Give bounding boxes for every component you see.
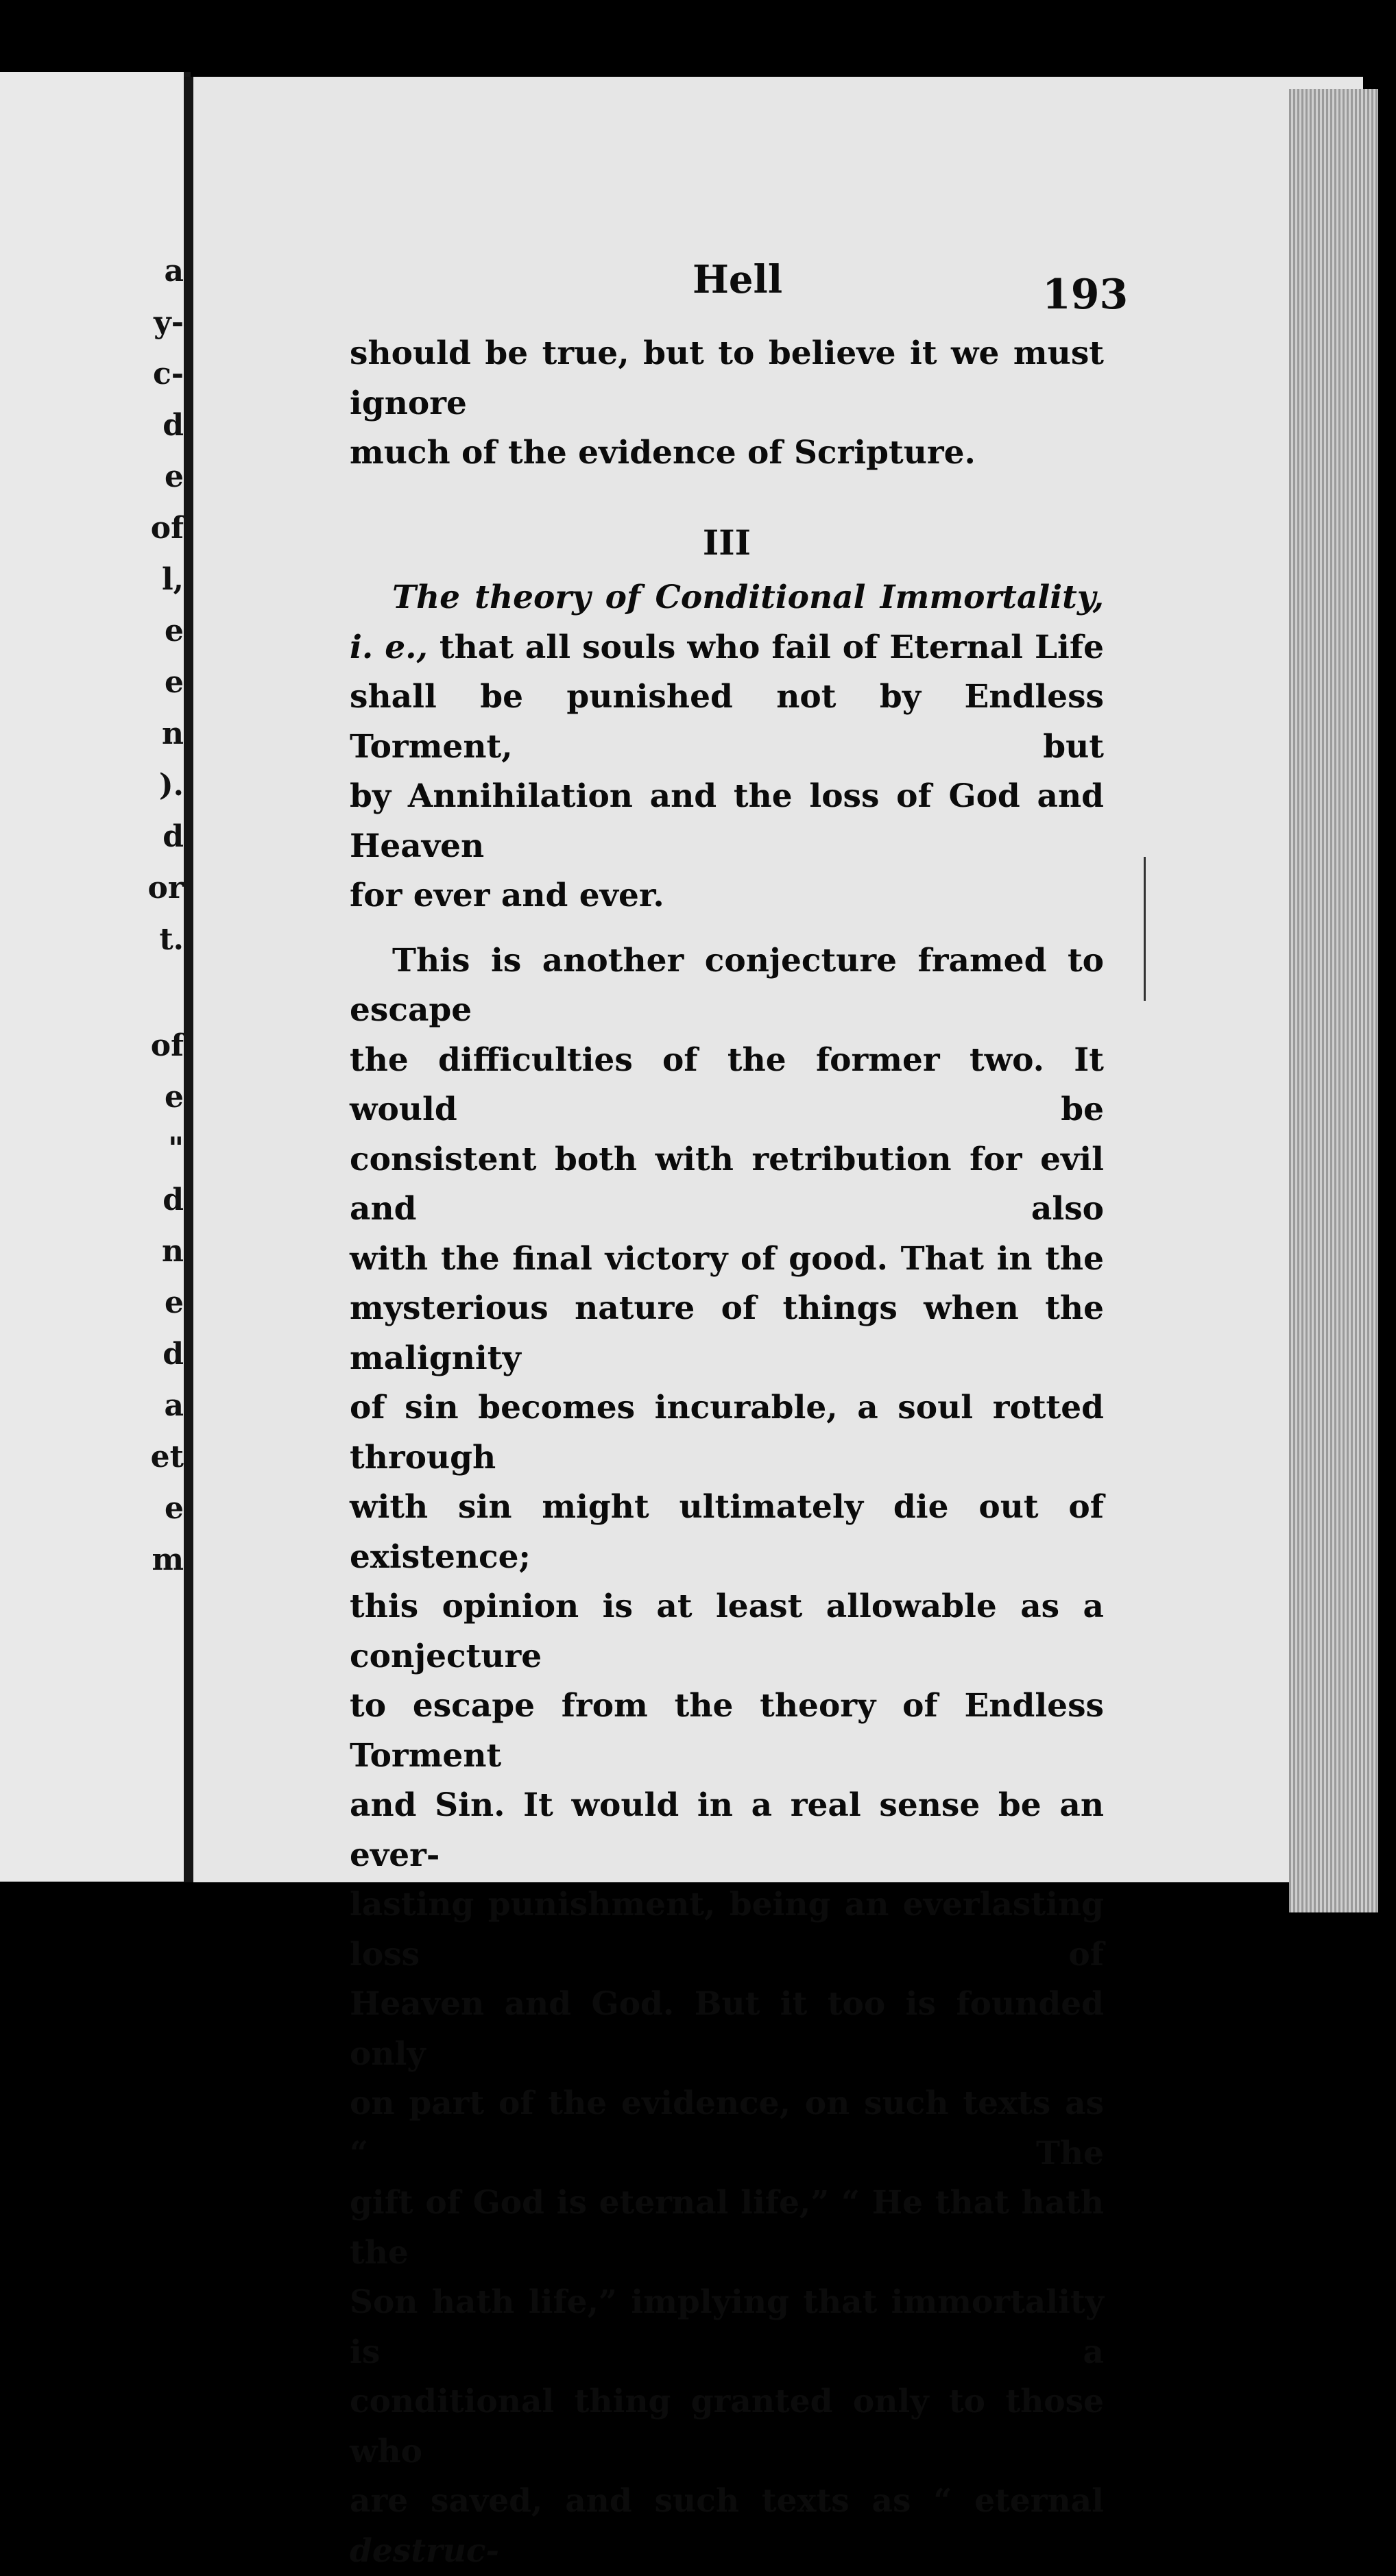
heading-line	[350, 573, 1104, 623]
left-page-fragment: "	[168, 1131, 184, 1166]
left-page-fragment: e	[165, 459, 184, 494]
left-page-fragment: or	[147, 871, 184, 906]
body-line: to escape from the theory of Endless Torment	[350, 1687, 1104, 1775]
carryover-line: much of the evidence of Scripture.	[350, 434, 976, 472]
body-line: the difficulties of the former two. It would be	[350, 1041, 1104, 1128]
left-page-fragment: e	[165, 665, 184, 700]
body-line: lasting punishment, being an everlasting loss of	[350, 1886, 1104, 1973]
left-page-fragment: ).	[158, 768, 184, 803]
section-number: III	[702, 522, 751, 563]
left-page-fragment: a	[164, 1388, 184, 1423]
body-line: and Sin. It would in a real sense be an ever-	[350, 1786, 1104, 1874]
left-page-fragment: t.	[159, 922, 184, 957]
heading-line: by Annihilation and the loss of God and Heaven	[350, 777, 1104, 865]
body-line: This is another conjecture framed to escape	[350, 941, 1104, 1029]
margin-mark	[1144, 857, 1146, 1001]
body-line: Son hath life,” implying that immortality is a	[350, 2283, 1104, 2371]
left-page-fragment: of	[150, 511, 184, 546]
body-line: on part of the evidence, on such texts as “ The	[350, 2085, 1104, 2172]
left-page-fragment: of	[150, 1028, 184, 1063]
left-facing-page	[0, 72, 191, 1882]
body-line: with sin might ultimately die out of existence;	[350, 1488, 1104, 1576]
page-edges	[1289, 89, 1378, 1912]
left-page-fragment: d	[163, 1182, 184, 1217]
text-block	[350, 329, 1104, 2576]
heading-line: for ever and ever.	[350, 877, 664, 914]
left-page-fragment: a	[164, 254, 184, 289]
left-page-fragment: y-	[154, 305, 184, 340]
body-line: gift of God is eternal life,” “ He that hath the	[350, 2184, 1104, 2272]
body-line: of sin becomes incurable, a soul rotted through	[350, 1389, 1104, 1477]
final-italic: destruc-	[350, 2531, 499, 2570]
left-page-fragment: d	[163, 1337, 184, 1372]
left-page-fragment: n	[162, 716, 184, 751]
carryover-line: should be true, but to believe it we must ignore	[350, 335, 1104, 422]
heading-line: shall be punished not by Endless Torment, but	[350, 678, 1104, 766]
left-page-fragment: d	[163, 819, 184, 854]
left-page-fragment: e	[165, 1285, 184, 1320]
left-page-fragment: e	[165, 613, 184, 648]
heading-italic: i. e.,	[350, 628, 428, 666]
left-page-fragment: n	[162, 1234, 184, 1269]
body-line: mysterious nature of things when the malignity	[350, 1289, 1104, 1377]
body-line: with the final victory of good. That in the	[350, 1239, 1104, 1278]
left-page-fragment: e	[165, 1080, 184, 1115]
left-page-fragment: l,	[161, 562, 184, 597]
page-number: 193	[1042, 271, 1129, 319]
body-line-final: are saved, and such texts as “ eternal destruc-	[350, 2482, 1104, 2570]
body-line: this opinion is at least allowable as a conjecture	[350, 1588, 1104, 1675]
left-page-fragment: e	[165, 1491, 184, 1526]
heading-italic: The theory of Conditional Immortality,	[392, 579, 1104, 616]
left-page-fragment: m	[152, 1542, 184, 1577]
heading-line: i. e., that all souls who fail of Eternal Life	[350, 628, 1104, 666]
body-line: conditional thing granted only to those who	[350, 2383, 1104, 2470]
left-page-fragment: d	[163, 408, 184, 443]
left-page-fragment: et	[150, 1439, 184, 1474]
left-page-fragment: c-	[152, 356, 184, 391]
body-line: consistent both with retribution for evil and also	[350, 1140, 1104, 1228]
body-line: Heaven and God. But it too is founded only	[350, 1985, 1104, 2073]
running-head: Hell	[693, 257, 783, 302]
